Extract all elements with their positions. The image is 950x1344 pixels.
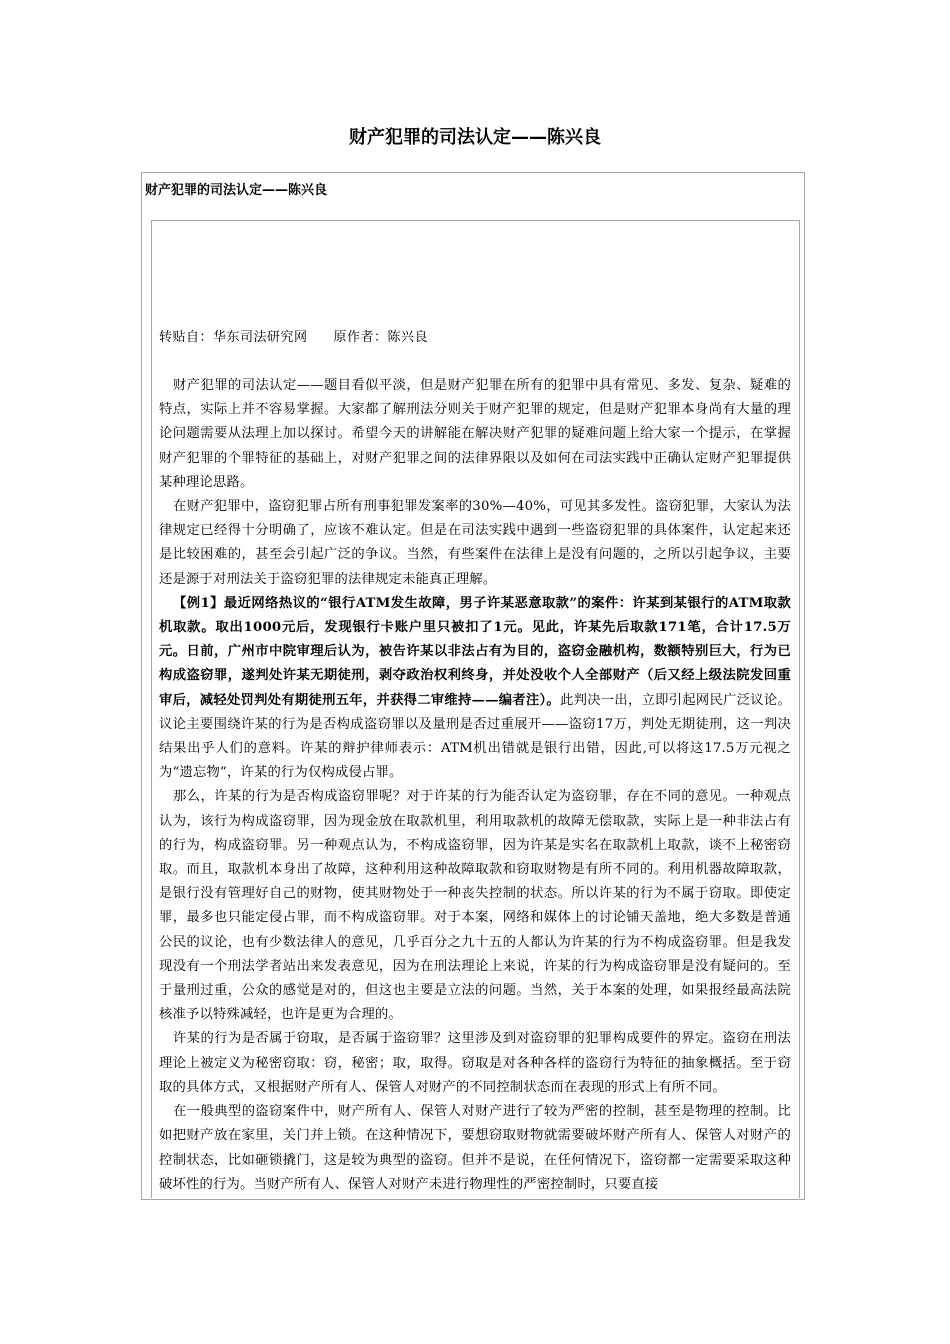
paragraph-text: 财产犯罪的司法认定——题目看似平淡，但是财产犯罪在所有的犯罪中具有常见、多发、复杂、疑难的特点，实际上并不容易掌握。大家都了解刑法分则关于财产犯罪的规定，但是财产犯罪本身尚有大量的理论问题需要从法理上加以探讨。希望今天的讲解能在解决财产犯罪的疑难问题上给大家一个提示，在掌握财产犯罪的个罪特征的基础上，对财产犯罪之间的法律界限以及如何在司法实践中正确认定财产犯罪提供某种理论思路。 [159, 378, 791, 490]
article-container [141, 172, 805, 1200]
paragraph-text: 许某的行为是否属于窃取，是否属于盗窃罪？这里涉及到对盗窃罪的犯罪构成要件的界定。盗窃在刑法理论上被定义为秘密窃取：窃，秘密；取，取得。窃取是对各种各样的盗窃行为特征的抽象概括。至于窃取的具体方式，又根据财产所有人、保管人对财产的不同控制状态而在表现的形式上有所不同。 [159, 1031, 791, 1095]
article-header: 财产犯罪的司法认定——陈兴良 [145, 183, 328, 198]
paragraph-intro [159, 374, 791, 495]
paragraph-typical-case [159, 1100, 791, 1197]
article-content [159, 374, 791, 1197]
paragraph-example-1 [159, 592, 791, 786]
paragraph-text: 在一般典型的盗窃案件中，财产所有人、保管人对财产进行了较为严密的控制，甚至是物理的控制。比如把财产放在家里，关门并上锁。在这种情况下，要想窃取财物就需要破坏财产所有人、保管人对财产的控制状态，比如砸锁撬门，这是较为典型的盗窃。但并不是说，在任何情况下，盗窃都一定需要采取这种破坏性的行为。当财产所有人、保管人对财产未进行物理性的严密控制时，只要直接 [159, 1104, 791, 1192]
paragraph-text: 此判决一出，立即引起网民广泛议论。议论主要围绕许某的行为是否构成盗窃罪以及量刑是否过重展开——盗窃17万，判处无期徒刑，这一判决结果出乎人们的意料。许某的辩护律师表示：ATM机出错就是银行出错，因此,可以将这17.5万元视之为“遗忘物”，许某的行为仅构成侵占罪。 [159, 692, 791, 781]
paragraph-theft-stats [159, 495, 791, 592]
author-label: 原作者：陈兴良 [333, 330, 429, 345]
paragraph-text: 那么，许某的行为是否构成盗窃罪呢？对于许某的行为能否认定为盗窃罪，存在不同的意见。一种观点认为，该行为构成盗窃罪，因为现金放在取款机里，利用取款机的故障无偿取款，实际上是一种非法占有的行为，构成盗窃罪。另一种观点认为，不构成盗窃罪，因为许某是实名在取款机上取款，谈不上秘密窃取。而且，取款机本身出了故障，这种利用这种故障取款和窃取财物是有所不同的。利用机器故障取款，是银行没有管理好自己的财物，使其财物处于一种丧失控制的状态。所以许某的行为不属于窃取。即使定罪，最多也只能定侵占罪，而不构成盗窃罪。对于本案，网络和媒体上的讨论铺天盖地，绝大多数是普通公民的议论，也有少数法律人的意见，几乎百分之九十五的人都认为许某的行为不构成盗窃罪。但是我发现没有一个刑法学者站出来发表意见，因为在刑法理论上来说，许某的行为构成盗窃罪是没有疑问的。至于量刑过重，公众的感觉是对的，但这也主要是立法的问题。当然，关于本案的处理，如果报经最高法院核准予以特殊减轻，也许是更为合理的。 [159, 789, 791, 1023]
source-line [159, 326, 428, 345]
paragraph-text: 在财产犯罪中，盗窃犯罪占所有刑事犯罪发案率的30%—40%，可见其多发性。盗窃犯罪，大家认为法律规定已经得十分明确了，应该不难认定。但是在司法实践中遇到一些盗窃犯罪的具体案件，认定起来还是比较困难的，甚至会引起广泛的争议。当然，有些案件在法律上是没有问题的，之所以引起争议，主要还是源于对刑法关于盗窃犯罪的法律规定未能真正理解。 [159, 499, 791, 587]
paragraph-definition [159, 1027, 791, 1100]
example-bold-text: 【例1】最近网络热议的“银行ATM发生故障，男子许某恶意取款”的案件：许某到某银行的ATM取款机取款。取出1000元后，发现银行卡账户里只被扣了1元。见此，许某先后取款171笔，合计17.5万元。日前，广州市中院审理后认为，被告许某以非法占有为目的，盗窃金融机构，数额特别巨大，行为已构成盗窃罪，遂判处许某无期徒刑，剥夺政治权利终身，并处没收个人全部财产（后又经上级法院发回重审后，减轻处罚判处有期徒刑五年，并获得二审维持——编者注）。 [159, 595, 791, 708]
article-body-frame [151, 220, 800, 1198]
paragraph-analysis [159, 785, 791, 1027]
page-title: 财产犯罪的司法认定——陈兴良 [349, 127, 601, 148]
source-label: 转贴自：华东司法研究网 [159, 330, 308, 345]
